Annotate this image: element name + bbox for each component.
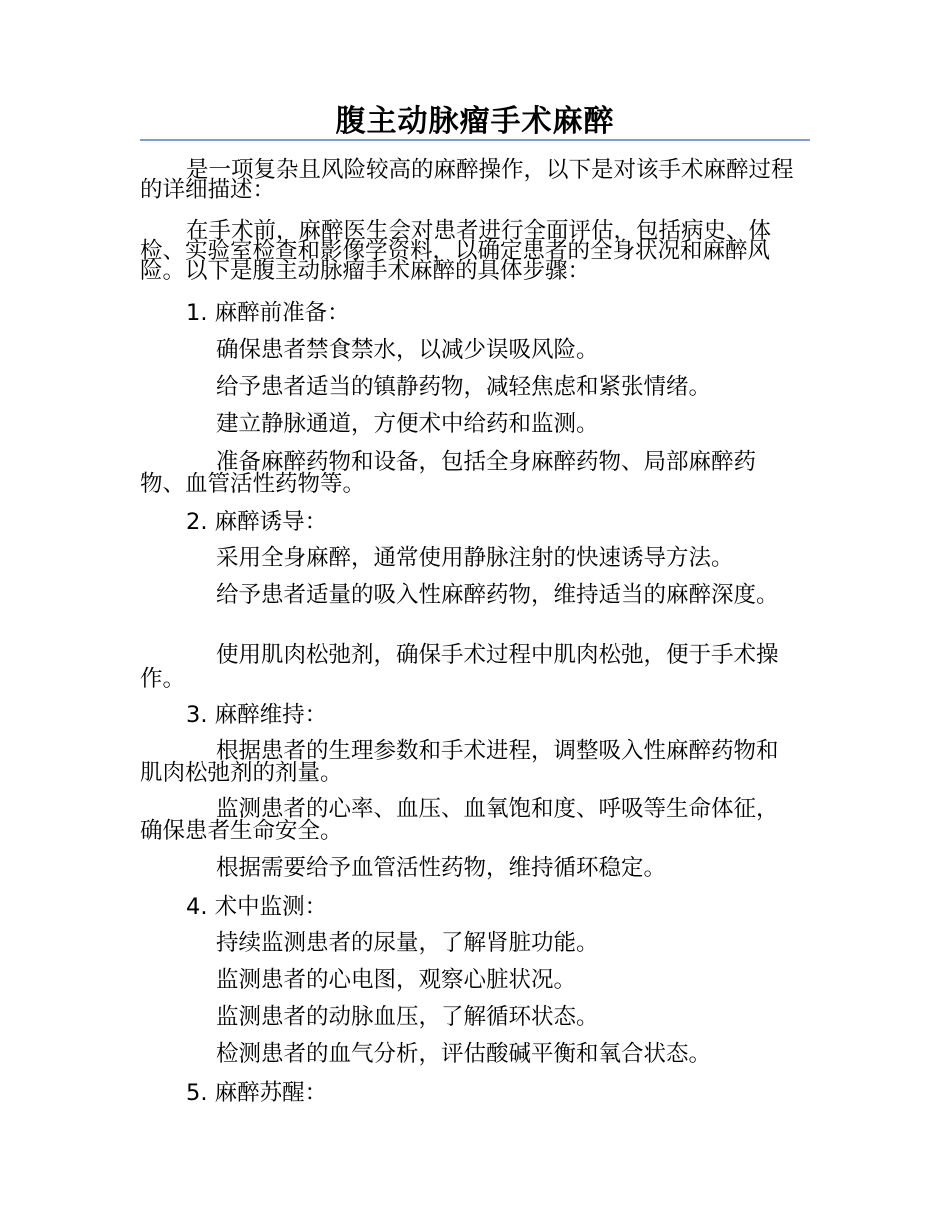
- list-item: 使用肌肉松弛剂，确保手术过程中肌肉松弛，便于手术操作。: [140, 642, 779, 692]
- section-heading-5: 5. 麻醉苏醒：: [186, 1080, 328, 1106]
- section-heading-4: 4. 术中监测：: [186, 894, 328, 920]
- list-item: 监测患者的动脉血压，了解循环状态。: [216, 1004, 599, 1030]
- page-title: 腹主动脉瘤手术麻醉: [335, 104, 615, 139]
- list-item: 建立静脉通道，方便术中给药和监测。: [216, 411, 599, 437]
- list-item: 监测患者的心率、血压、血氧饱和度、呼吸等生命体征，确保患者生命安全。: [140, 796, 779, 844]
- list-item: 检测患者的血气分析，评估酸碱平衡和氧合状态。: [216, 1041, 712, 1067]
- section-heading-2: 2. 麻醉诱导：: [186, 509, 328, 535]
- list-item: 准备麻醉药物和设备，包括全身麻醉药物、局部麻醉药物、血管活性药物等。: [140, 449, 757, 497]
- list-item: 给予患者适当的镇静药物，减轻焦虑和紧张情绪。: [216, 374, 712, 400]
- list-item: 监测患者的心电图，观察心脏状况。: [216, 967, 577, 993]
- section-heading-3: 3. 麻醉维持：: [186, 702, 328, 728]
- list-item: 给予患者适量的吸入性麻醉药物，维持适当的麻醉深度。: [216, 582, 779, 608]
- intro-paragraph-1: 是一项复杂且风险较高的麻醉操作，以下是对该手术麻醉过程的详细描述：: [140, 157, 794, 203]
- list-item: 确保患者禁食禁水，以减少误吸风险。: [216, 337, 599, 363]
- list-item: 根据患者的生理参数和手术进程，调整吸入性麻醉药物和肌肉松弛剂的剂量。: [140, 738, 779, 786]
- section-heading-1: 1. 麻醉前准备：: [186, 300, 350, 326]
- list-item: 采用全身麻醉，通常使用静脉注射的快速诱导方法。: [216, 545, 734, 571]
- list-item: 持续监测患者的尿量，了解肾脏功能。: [216, 930, 599, 956]
- list-item: 根据需要给予血管活性药物，维持循环稳定。: [216, 855, 667, 881]
- title-underline: [140, 139, 810, 141]
- intro-paragraph-2: 在手术前，麻醉医生会对患者进行全面评估，包括病史、体检、实验室检查和影像学资料，以确定患者的全身状况和麻醉风险。以下是腹主动脉瘤手术麻醉的具体步骤：: [140, 218, 772, 284]
